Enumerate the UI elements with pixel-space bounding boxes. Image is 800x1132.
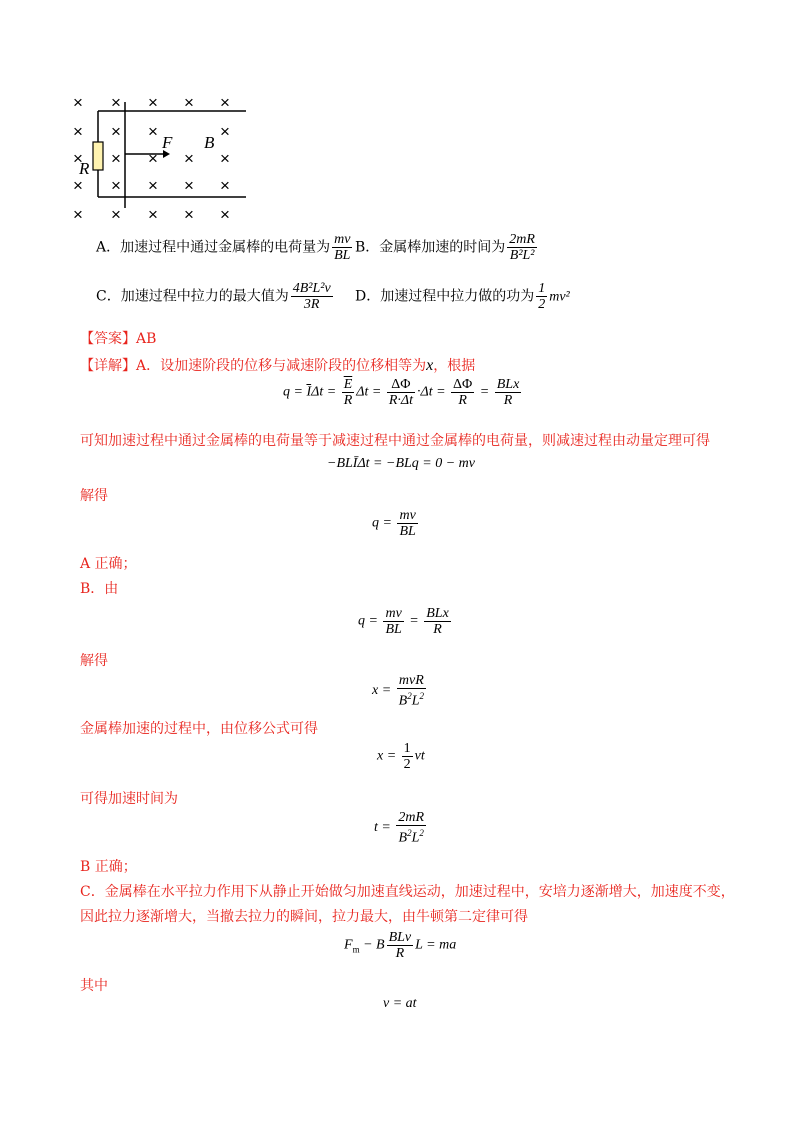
svg-text:×: × [73, 93, 83, 112]
equation-q: q = $\frac{mv}{BL}$ [372, 508, 416, 539]
c-line-2: 因此拉力逐渐增大，当撤去拉力的瞬间，拉力最大，由牛顿第二定律可得 [80, 909, 528, 925]
svg-text:×: × [148, 205, 158, 224]
equation-q-x: q = $\frac{mv}{BL}$ = $\frac{\text{BLx}}{R}$ [358, 606, 449, 637]
option-d-text: D．加速过程中拉力做的功为 [355, 288, 535, 305]
time-text: 可得加速时间为 [80, 791, 178, 807]
a-correct: A 正确； [80, 556, 137, 572]
svg-text:×: × [73, 149, 83, 168]
svg-text:×: × [220, 149, 230, 168]
svg-text:×: × [220, 176, 230, 195]
jiede-1: 解得 [80, 488, 108, 504]
option-c-fraction: $\frac{\text{4B²L²v}}{3R}$ [292, 281, 331, 312]
svg-text:×: × [184, 149, 194, 168]
resistor-label: R [79, 159, 90, 178]
option-d: D．加速过程中拉力做的功为 $\frac{1}{2}$ mv² [355, 281, 570, 312]
qizhong: 其中 [80, 978, 108, 994]
equation-v: v = at [383, 996, 417, 1011]
svg-text:×: × [111, 149, 121, 168]
b-correct: B 正确； [80, 859, 137, 875]
equation-t: t = $\frac{2mR}{B^2L^2}$ [374, 810, 425, 846]
option-a [96, 232, 354, 263]
option-c [96, 281, 335, 312]
svg-text:×: × [148, 149, 158, 168]
svg-text:×: × [111, 122, 121, 141]
svg-text:×: × [73, 176, 83, 195]
option-c-text: C．加速过程中拉力的最大值为 [96, 288, 289, 305]
svg-text:×: × [148, 122, 158, 141]
field-label: B [204, 133, 215, 152]
equation-x: x = $\frac{\text{mvR}}{B^2L^2}$ [372, 673, 425, 709]
detail-intro: 【详解】A．设加速阶段的位移与减速阶段的位移相等为x，根据 [80, 357, 476, 374]
svg-text:×: × [220, 93, 230, 112]
svg-text:×: × [184, 176, 194, 195]
equation-x-vt: x = $\frac{1}{2}$ vt [377, 741, 425, 772]
equation-newton: $F_m - B$ $\frac{\text{BLv}}{R}$ L = ma [344, 930, 457, 961]
svg-text:×: × [220, 122, 230, 141]
svg-text:×: × [73, 205, 83, 224]
circuit-figure [66, 90, 256, 225]
option-d-fraction: $\frac{1}{2}$ [538, 281, 546, 312]
answer: 【答案】AB [80, 331, 157, 347]
svg-text:×: × [111, 205, 121, 224]
displacement-text: 金属棒加速的过程中，由位移公式可得 [80, 721, 318, 737]
svg-text:×: × [73, 122, 83, 141]
svg-text:×: × [111, 93, 121, 112]
svg-text:×: × [184, 205, 194, 224]
b-by: B．由 [80, 581, 119, 597]
option-b-text: B．金属棒加速的时间为 [355, 239, 506, 256]
option-b [355, 232, 539, 263]
charge-equal-text: 可知加速过程中通过金属棒的电荷量等于减速过程中通过金属棒的电荷量，则减速过程由动量定理可得 [80, 433, 710, 449]
svg-text:×: × [111, 176, 121, 195]
svg-text:×: × [148, 93, 158, 112]
c-line-1: C．金属棒在水平拉力作用下从静止开始做匀加速直线运动，加速过程中，安培力逐渐增大，加速度不变， [80, 884, 735, 900]
option-a-fraction: $\frac{mv}{BL}$ [334, 232, 351, 263]
option-a-text: A．加速过程中通过金属棒的电荷量为 [96, 239, 331, 256]
svg-text:×: × [220, 205, 230, 224]
equation-momentum: −BLĪΔt = −BLq = 0 − mv [327, 456, 476, 471]
option-b-fraction: $\frac{2mR}{\text{B²L²}}$ [509, 232, 535, 263]
svg-text:×: × [148, 176, 158, 195]
svg-text:×: × [184, 93, 194, 112]
equation-charge: $q = \overline{I}\Delta t$ = $\frac{\overline{E}}{R}$ Δt = $\frac{\Delta\Phi}{R\cdot\Delta t}$ ·Δt = $\frac{\Delta\Phi}{R}$ = $\frac{\text{BLx}}{R}$ [283, 377, 520, 408]
jiede-2: 解得 [80, 653, 108, 669]
force-label: F [162, 133, 173, 152]
